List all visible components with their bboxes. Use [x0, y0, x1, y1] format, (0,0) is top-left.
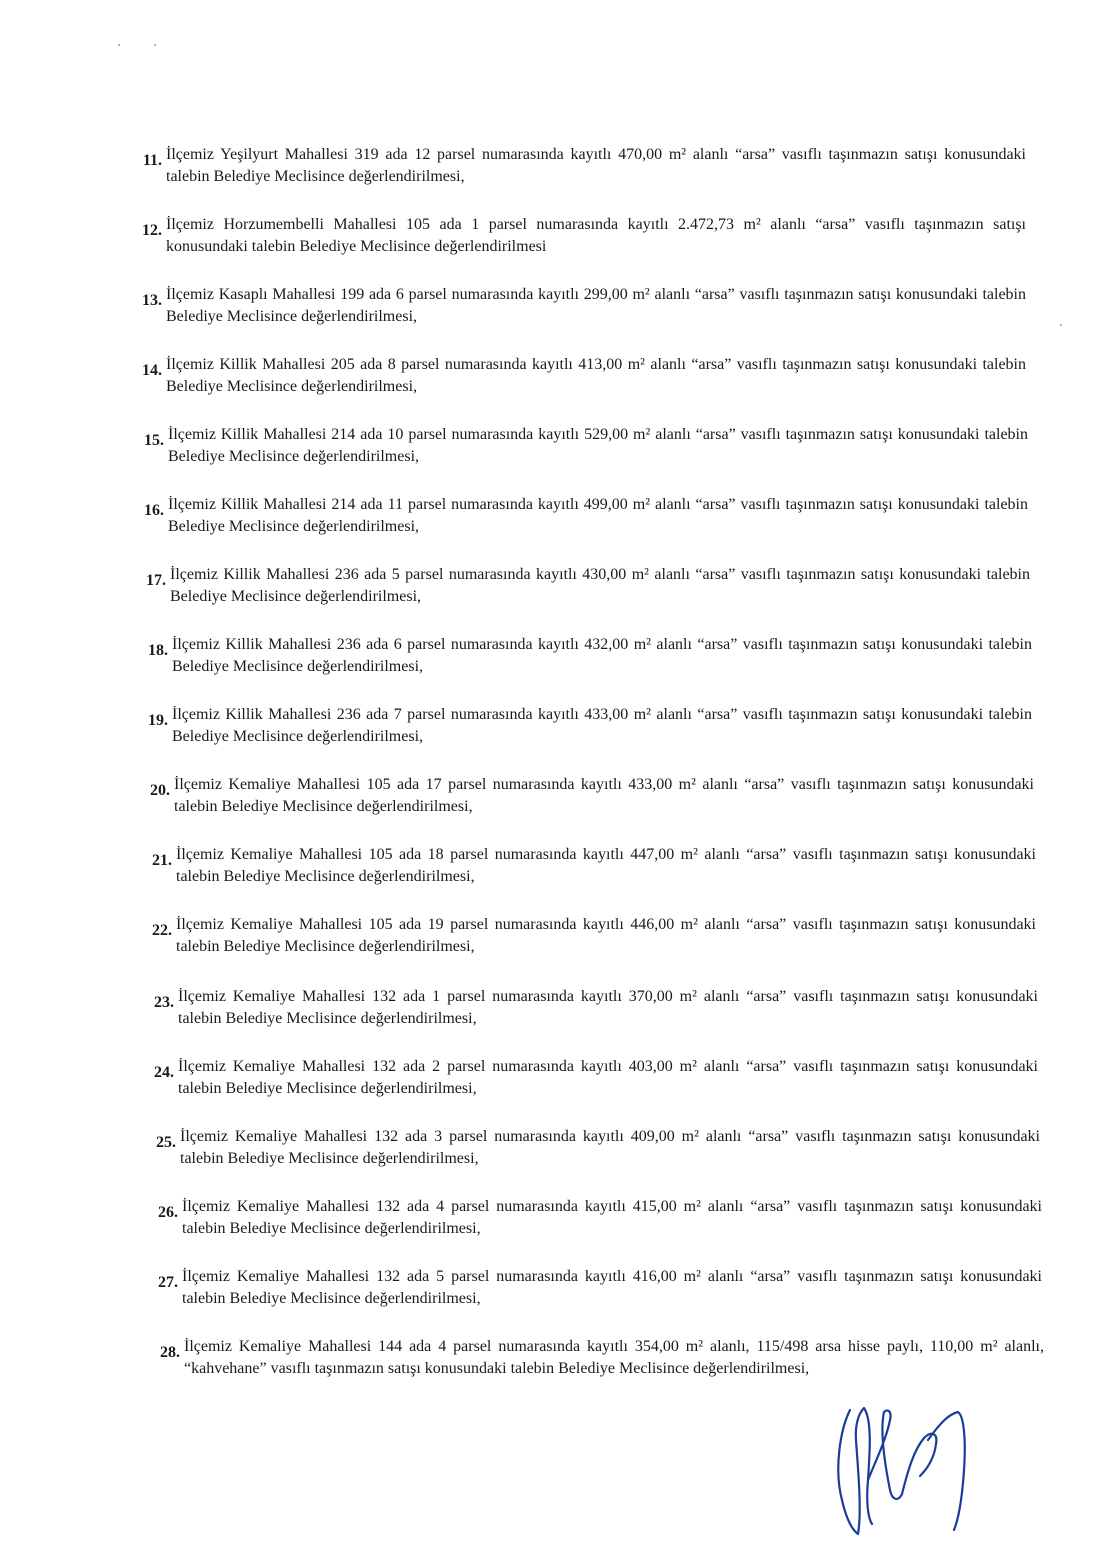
- list-item: [144, 494, 1028, 538]
- item-number: 12.: [142, 222, 162, 239]
- item-number: 23.: [154, 994, 174, 1011]
- list-item: [152, 914, 1036, 958]
- signature-stroke: [868, 1410, 902, 1499]
- item-text: İlçemiz Kemaliye Mahallesi 132 ada 1 parsel numarasında kayıtlı 370,00 m² alanlı “arsa” vasıflı taşınmazın satışı konusundaki talebin Belediye Meclisince değerlendirilmesi,: [178, 988, 1038, 1027]
- list-item: [142, 144, 1026, 188]
- item-text: İlçemiz Kasaplı Mahallesi 199 ada 6 parsel numarasında kayıtlı 299,00 m² alanlı “arsa” vasıflı taşınmazın satışı konusundaki talebin Belediye Meclisince değerlendirilmesi,: [166, 286, 1026, 325]
- signature: [828, 1390, 978, 1540]
- item-number: 17.: [146, 572, 166, 589]
- item-text: İlçemiz Kemaliye Mahallesi 132 ada 2 parsel numarasında kayıtlı 403,00 m² alanlı “arsa” vasıflı taşınmazın satışı konusundaki talebin Belediye Meclisince değerlendirilmesi,: [178, 1058, 1038, 1097]
- list-item: [158, 1196, 1042, 1240]
- item-number: 13.: [142, 292, 162, 309]
- item-text: İlçemiz Kemaliye Mahallesi 105 ada 18 parsel numarasında kayıtlı 447,00 m² alanlı “arsa” vasıflı taşınmazın satışı konusundaki talebin Belediye Meclisince değerlendirilmesi,: [176, 846, 1036, 885]
- list-item: [146, 564, 1030, 608]
- item-text: İlçemiz Horzumembelli Mahallesi 105 ada 1 parsel numarasında kayıtlı 2.472,73 m² alanlı “arsa” vasıflı taşınmazın satışı konusundaki talebin Belediye Meclisince değerlendirilmesi: [166, 216, 1026, 255]
- signature-strokes: [838, 1408, 964, 1534]
- list-item: [142, 354, 1026, 398]
- item-text: İlçemiz Kemaliye Mahallesi 132 ada 5 parsel numarasında kayıtlı 416,00 m² alanlı “arsa” vasıflı taşınmazın satışı konusundaki talebin Belediye Meclisince değerlendirilmesi,: [182, 1268, 1042, 1307]
- item-text: İlçemiz Kemaliye Mahallesi 132 ada 3 parsel numarasında kayıtlı 409,00 m² alanlı “arsa” vasıflı taşınmazın satışı konusundaki talebin Belediye Meclisince değerlendirilmesi,: [180, 1128, 1040, 1167]
- signature-stroke: [902, 1434, 936, 1494]
- item-text: İlçemiz Killik Mahallesi 214 ada 11 parsel numarasında kayıtlı 499,00 m² alanlı “arsa” vasıflı taşınmazın satışı konusundaki talebin Belediye Meclisince değerlendirilmesi,: [168, 496, 1028, 535]
- signature-stroke: [838, 1408, 872, 1534]
- list-item: [150, 774, 1034, 818]
- item-text: İlçemiz Killik Mahallesi 214 ada 10 parsel numarasında kayıtlı 529,00 m² alanlı “arsa” vasıflı taşınmazın satışı konusundaki talebin Belediye Meclisince değerlendirilmesi,: [168, 426, 1028, 465]
- list-item: [158, 1266, 1042, 1310]
- list-item: [142, 214, 1026, 258]
- item-number: 14.: [142, 362, 162, 379]
- item-number: 20.: [150, 782, 170, 799]
- item-text: İlçemiz Kemaliye Mahallesi 144 ada 4 parsel numarasında kayıtlı 354,00 m² alanlı, 115/498 arsa hisse paylı, 110,00 m² alanlı, “kahvehane” vasıflı taşınmazın satışı konusundaki talebin Belediye Meclisince değerlendirilmesi,: [184, 1338, 1044, 1377]
- item-number: 18.: [148, 642, 168, 659]
- list-item: [152, 844, 1036, 888]
- item-text: İlçemiz Kemaliye Mahallesi 105 ada 19 parsel numarasında kayıtlı 446,00 m² alanlı “arsa” vasıflı taşınmazın satışı konusundaki talebin Belediye Meclisince değerlendirilmesi,: [176, 916, 1036, 955]
- list-item: [144, 424, 1028, 468]
- item-number: 24.: [154, 1064, 174, 1081]
- list-item: [154, 986, 1038, 1030]
- list-item: [156, 1126, 1040, 1170]
- item-number: 28.: [160, 1344, 180, 1361]
- item-number: 25.: [156, 1134, 176, 1151]
- item-text: İlçemiz Killik Mahallesi 236 ada 7 parsel numarasında kayıtlı 433,00 m² alanlı “arsa” vasıflı taşınmazın satışı konusundaki talebin Belediye Meclisince değerlendirilmesi,: [172, 706, 1032, 745]
- item-number: 27.: [158, 1274, 178, 1291]
- item-text: İlçemiz Killik Mahallesi 205 ada 8 parsel numarasında kayıtlı 413,00 m² alanlı “arsa” vasıflı taşınmazın satışı konusundaki talebin Belediye Meclisince değerlendirilmesi,: [166, 356, 1026, 395]
- signature-stroke: [928, 1412, 965, 1530]
- item-text: İlçemiz Killik Mahallesi 236 ada 5 parsel numarasında kayıtlı 430,00 m² alanlı “arsa” vasıflı taşınmazın satışı konusundaki talebin Belediye Meclisince değerlendirilmesi,: [170, 566, 1030, 605]
- item-number: 11.: [142, 152, 162, 169]
- list-item: [154, 1056, 1038, 1100]
- list-item: [160, 1336, 1044, 1380]
- list-item: [148, 704, 1032, 748]
- item-number: 15.: [144, 432, 164, 449]
- scan-speck: [1060, 324, 1062, 326]
- item-number: 19.: [148, 712, 168, 729]
- item-text: İlçemiz Yeşilyurt Mahallesi 319 ada 12 parsel numarasında kayıtlı 470,00 m² alanlı “arsa” vasıflı taşınmazın satışı konusundaki talebin Belediye Meclisince değerlendirilmesi,: [166, 146, 1026, 185]
- scan-speck: [154, 44, 156, 46]
- item-text: İlçemiz Killik Mahallesi 236 ada 6 parsel numarasında kayıtlı 432,00 m² alanlı “arsa” vasıflı taşınmazın satışı konusundaki talebin Belediye Meclisince değerlendirilmesi,: [172, 636, 1032, 675]
- item-number: 22.: [152, 922, 172, 939]
- list-item: [142, 284, 1026, 328]
- item-text: İlçemiz Kemaliye Mahallesi 132 ada 4 parsel numarasında kayıtlı 415,00 m² alanlı “arsa” vasıflı taşınmazın satışı konusundaki talebin Belediye Meclisince değerlendirilmesi,: [182, 1198, 1042, 1237]
- item-number: 26.: [158, 1204, 178, 1221]
- item-number: 21.: [152, 852, 172, 869]
- item-text: İlçemiz Kemaliye Mahallesi 105 ada 17 parsel numarasında kayıtlı 433,00 m² alanlı “arsa” vasıflı taşınmazın satışı konusundaki talebin Belediye Meclisince değerlendirilmesi,: [174, 776, 1034, 815]
- list-item: [148, 634, 1032, 678]
- item-number: 16.: [144, 502, 164, 519]
- scan-speck: [118, 44, 120, 46]
